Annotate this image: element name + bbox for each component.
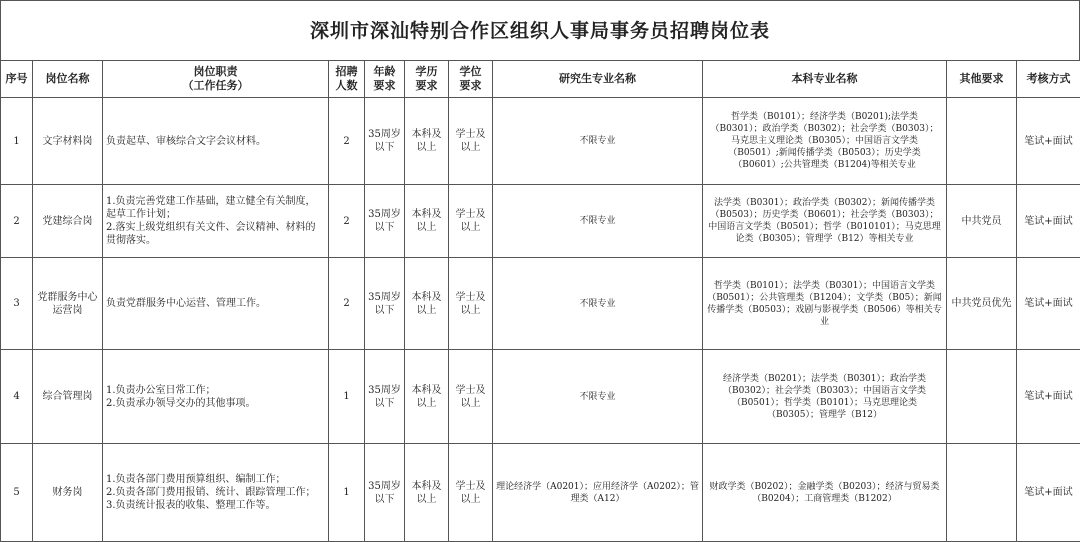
cell-grad-major: 不限专业 — [493, 185, 703, 258]
cell-other — [947, 444, 1017, 542]
cell-ug-major: 财政学类（B0202）；金融学类（B0203）；经济与贸易类（B0204）；工商管理类（B1202） — [703, 444, 947, 542]
header-degree: 学位 要求 — [449, 61, 493, 98]
cell-seq: 4 — [1, 350, 33, 444]
table-row — [1, 350, 1080, 444]
header-count: 招聘 人数 — [329, 61, 365, 98]
cell-degree: 学士及 以上 — [449, 350, 493, 444]
cell-edu: 本科及 以上 — [405, 444, 449, 542]
cell-seq: 5 — [1, 444, 33, 542]
cell-position: 党群服务中心运营岗 — [33, 258, 103, 350]
header-other: 其他要求 — [947, 61, 1017, 98]
header-seq: 序号 — [1, 61, 33, 98]
header-edu: 学历 要求 — [405, 61, 449, 98]
cell-age: 35周岁 以下 — [365, 444, 405, 542]
cell-exam: 笔试+面试 — [1017, 258, 1080, 350]
header-ug-major: 本科专业名称 — [703, 61, 947, 98]
cell-other — [947, 98, 1017, 185]
cell-seq: 2 — [1, 185, 33, 258]
cell-grad-major: 不限专业 — [493, 350, 703, 444]
cell-edu: 本科及 以上 — [405, 185, 449, 258]
table-row — [1, 444, 1080, 542]
table-row — [1, 185, 1080, 258]
table-row — [1, 98, 1080, 185]
header-position: 岗位名称 — [33, 61, 103, 98]
cell-grad-major: 不限专业 — [493, 258, 703, 350]
cell-age: 35周岁 以下 — [365, 258, 405, 350]
cell-duty: 1.负责各部门费用预算组织、编制工作； 2.负责各部门费用报销、统计、跟踪管理工作； 3.负责统计报表的收集、整理工作等。 — [103, 444, 329, 542]
cell-edu: 本科及 以上 — [405, 258, 449, 350]
cell-age: 35周岁 以下 — [365, 350, 405, 444]
cell-edu: 本科及 以上 — [405, 350, 449, 444]
cell-age: 35周岁 以下 — [365, 185, 405, 258]
cell-exam: 笔试+面试 — [1017, 98, 1080, 185]
cell-ug-major: 经济学类（B0201）；法学类（B0301）；政治学类（B0302）；社会学类（B0303）；中国语言文学类（B0501）；哲学类（B0101）；马克思理论类（B0305）；管理学（B12） — [703, 350, 947, 444]
cell-degree: 学士及 以上 — [449, 185, 493, 258]
cell-seq: 3 — [1, 258, 33, 350]
cell-duty: 1.负责办公室日常工作； 2.负责承办领导交办的其他事项。 — [103, 350, 329, 444]
cell-other — [947, 350, 1017, 444]
cell-count: 2 — [329, 258, 365, 350]
cell-ug-major: 哲学类（B0101）；经济学类（B0201);法学类（B0301）；政治学类（B0302）；社会学类（B0303）；马克思主义理论类（B0305）；中国语言文学类（B0501）;新闻传播学类（B0503）；历史学类（B0601）;公共管理类（B1204)等相关专业 — [703, 98, 947, 185]
cell-position: 党建综合岗 — [33, 185, 103, 258]
cell-grad-major: 不限专业 — [493, 98, 703, 185]
cell-position: 文字材料岗 — [33, 98, 103, 185]
header-row — [1, 61, 1080, 98]
cell-degree: 学士及 以上 — [449, 98, 493, 185]
header-age: 年龄 要求 — [365, 61, 405, 98]
cell-duty: 负责党群服务中心运营、管理工作。 — [103, 258, 329, 350]
cell-position: 财务岗 — [33, 444, 103, 542]
cell-exam: 笔试+面试 — [1017, 444, 1080, 542]
cell-count: 2 — [329, 185, 365, 258]
header-grad-major: 研究生专业名称 — [493, 61, 703, 98]
cell-other: 中共党员 — [947, 185, 1017, 258]
recruitment-table — [0, 60, 1080, 542]
cell-degree: 学士及 以上 — [449, 444, 493, 542]
cell-seq: 1 — [1, 98, 33, 185]
cell-ug-major: 哲学类（B0101）；法学类（B0301）；中国语言文学类（B0501）；公共管理类（B1204）；文学类（B05）；新闻传播学类（B0503）；戏剧与影视学类（B0506）等相关专业 — [703, 258, 947, 350]
cell-age: 35周岁 以下 — [365, 98, 405, 185]
cell-duty: 负责起草、审核综合文字会议材料。 — [103, 98, 329, 185]
cell-edu: 本科及 以上 — [405, 98, 449, 185]
header-exam: 考核方式 — [1017, 61, 1080, 98]
cell-count: 1 — [329, 350, 365, 444]
cell-exam: 笔试+面试 — [1017, 185, 1080, 258]
cell-duty: 1.负责完善党建工作基础，建立健全有关制度，起草工作计划； 2.落实上级党组织有关文件、会议精神、材料的贯彻落实。 — [103, 185, 329, 258]
cell-count: 1 — [329, 444, 365, 542]
cell-ug-major: 法学类（B0301）；政治学类（B0302）；新闻传播学类（B0503）；历史学类（B0601）；社会学类（B0303）；中国语言文学类（B0501）；哲学（B010101）；马克思理论类（B0305）；管理学（B12）等相关专业 — [703, 185, 947, 258]
cell-degree: 学士及 以上 — [449, 258, 493, 350]
cell-exam: 笔试+面试 — [1017, 350, 1080, 444]
cell-other: 中共党员优先 — [947, 258, 1017, 350]
page-title: 深圳市深汕特别合作区组织人事局事务员招聘岗位表 — [0, 0, 1080, 60]
table-row — [1, 258, 1080, 350]
cell-count: 2 — [329, 98, 365, 185]
cell-position: 综合管理岗 — [33, 350, 103, 444]
cell-grad-major: 理论经济学（A0201）；应用经济学（A0202）；管理类（A12） — [493, 444, 703, 542]
header-duty: 岗位职责 （工作任务） — [103, 61, 329, 98]
